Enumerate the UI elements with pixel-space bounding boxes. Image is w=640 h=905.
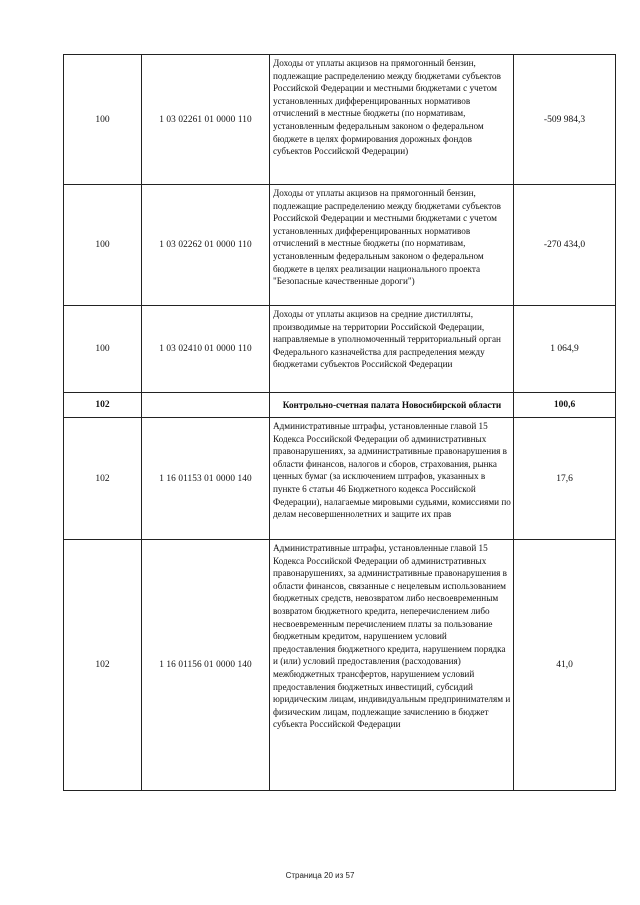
table-row bbox=[64, 55, 616, 185]
budget-classification-code-cell: 1 03 02261 01 0000 110 bbox=[142, 55, 270, 185]
revenue-name-cell: Административные штрафы, установленные главой 15 Кодекса Российской Федерации об административных правонарушениях, за административные правонарушения в области финансов, налогов и сборов, страхования, рынка ценных бумаг (за исключением штрафов, указанных в пункте 6 статьи 46 Бюджетного кодекса Российской Федерации), налагаемые мировыми судьями, комиссиями по делам несовершеннолетних и защите их прав bbox=[270, 418, 514, 540]
amount-cell: -270 434,0 bbox=[514, 185, 616, 306]
budget-classification-code-cell: 1 16 01153 01 0000 140 bbox=[142, 418, 270, 540]
administrator-name-cell: Контрольно-счетная палата Новосибирской области bbox=[270, 393, 514, 418]
amount-cell: -509 984,3 bbox=[514, 55, 616, 185]
admin-code-cell: 102 bbox=[64, 418, 142, 540]
table-row bbox=[64, 306, 616, 393]
revenue-name-cell: Доходы от уплаты акцизов на прямогонный бензин, подлежащие распределению между бюджетами субъектов Российской Федерации и местными бюджетами с учетом установленных дифференцированных нормативов отчислений в местные бюджеты (по нормативам, установленным федеральным законом о федеральном бюджете в целях формирования дорожных фондов субъектов Российской Федерации) bbox=[270, 55, 514, 185]
table-row bbox=[64, 418, 616, 540]
revenue-name-cell: Доходы от уплаты акцизов на прямогонный бензин, подлежащие распределению между бюджетами субъектов Российской Федерации и местными бюджетами с учетом установленных дифференцированных нормативов отчислений в местные бюджеты (по нормативам, установленным федеральным законом о федеральном бюджете в целях реализации национального проекта "Безопасные качественные дороги") bbox=[270, 185, 514, 306]
revenue-name-cell: Административные штрафы, установленные главой 15 Кодекса Российской Федерации об административных правонарушениях, за административные правонарушения в области финансов, связанные с нецелевым использованием бюджетных средств, невозвратом либо несвоевременным возвратом бюджетного кредита, неперечислением либо несвоевременным перечислением платы за пользование бюджетным кредитом, нарушением условий предоставления бюджетного кредита, нарушением порядка и (или) условий предоставления (расходования) межбюджетных трансфертов, нарушением условий предоставления бюджетных инвестиций, субсидий юридическим лицам, индивидуальным предпринимателям и физическим лицам, подлежащие зачислению в бюджет субъекта Российской Федерации bbox=[270, 540, 514, 791]
budget-classification-code-cell: 1 16 01156 01 0000 140 bbox=[142, 540, 270, 791]
admin-code-cell: 100 bbox=[64, 55, 142, 185]
revenue-name-cell: Доходы от уплаты акцизов на средние дистилляты, производимые на территории Российской Федерации, направляемые в уполномоченный территориальный орган Федерального казначейства для распределения между бюджетами субъектов Российской Федерации bbox=[270, 306, 514, 393]
budget-classification-code-cell: 1 03 02262 01 0000 110 bbox=[142, 185, 270, 306]
amount-cell: 17,6 bbox=[514, 418, 616, 540]
admin-code-cell: 102 bbox=[64, 393, 142, 418]
admin-code-cell: 102 bbox=[64, 540, 142, 791]
page-number-footer: Страница 20 из 57 bbox=[285, 871, 355, 880]
table-row bbox=[64, 540, 616, 791]
table-row bbox=[64, 185, 616, 306]
budget-classification-code-cell: 1 03 02410 01 0000 110 bbox=[142, 306, 270, 393]
amount-cell: 100,6 bbox=[514, 393, 616, 418]
admin-code-cell: 100 bbox=[64, 306, 142, 393]
admin-code-cell: 100 bbox=[64, 185, 142, 306]
revenue-table bbox=[63, 54, 616, 791]
amount-cell: 41,0 bbox=[514, 540, 616, 791]
budget-classification-code-cell bbox=[142, 393, 270, 418]
table-row-section-header bbox=[64, 393, 616, 418]
amount-cell: 1 064,9 bbox=[514, 306, 616, 393]
